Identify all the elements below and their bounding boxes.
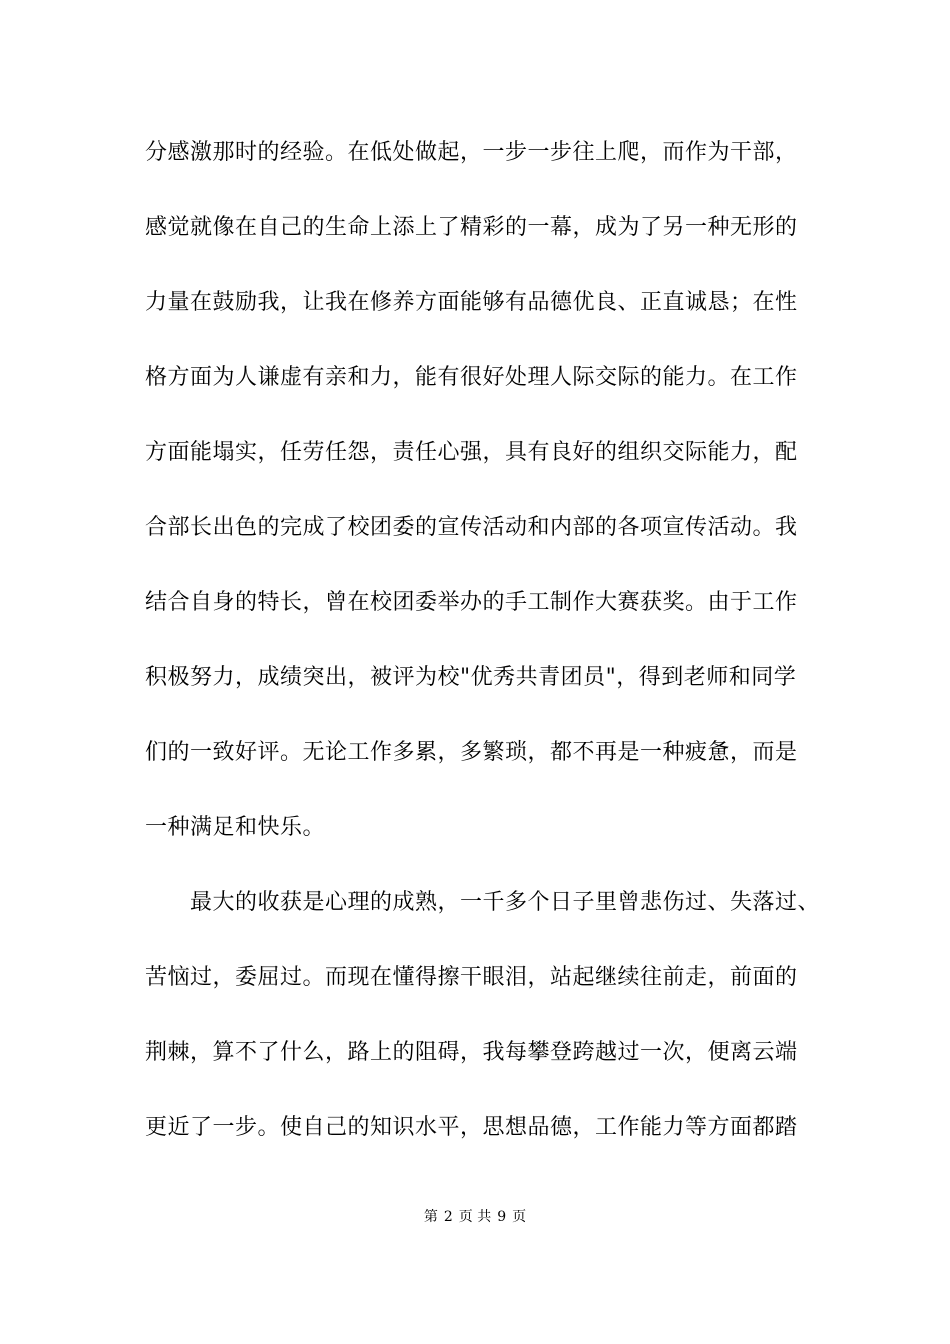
text-line: 苦恼过，委屈过。而现在懂得擦干眼泪，站起继续往前走，前面的: [145, 965, 798, 990]
footer-suffix: 页: [512, 1209, 527, 1225]
page-footer: [0, 1207, 950, 1227]
text-line: 合部长出色的完成了校团委的宣传活动和内部的各项宣传活动。我: [145, 515, 798, 540]
text-line: 分感激那时的经验。在低处做起，一步一步往上爬，而作为干部，: [145, 140, 798, 165]
text-line: 们的一致好评。无论工作多累，多繁琐，都不再是一种疲惫，而是: [145, 740, 798, 765]
page-number: 2: [443, 1209, 453, 1225]
text-line: 积极努力，成绩突出，被评为校"优秀共青团员"，得到老师和同学: [145, 665, 797, 690]
paragraph-start-line: 最大的收获是心理的成熟，一千多个日子里曾悲伤过、失落过、: [145, 890, 821, 915]
text-line: 一种满足和快乐。: [145, 815, 326, 840]
text-line: 荆棘，算不了什么，路上的阻碍，我每攀登跨越过一次，便离云端: [145, 1040, 798, 1065]
text-line: 方面能塌实，任劳任怨，责任心强，具有良好的组织交际能力，配: [145, 440, 798, 465]
text-line: 更近了一步。使自己的知识水平，思想品德，工作能力等方面都踏: [145, 1115, 798, 1140]
text-line: 格方面为人谦虚有亲和力，能有很好处理人际交际的能力。在工作: [145, 365, 798, 390]
total-pages: 9: [497, 1209, 507, 1225]
footer-prefix: 第: [423, 1209, 438, 1225]
text-line: 力量在鼓励我，让我在修养方面能够有品德优良、正直诚恳；在性: [145, 290, 798, 315]
footer-mid: 页 共: [458, 1209, 492, 1225]
text-line: 感觉就像在自己的生命上添上了精彩的一幕，成为了另一种无形的: [145, 215, 798, 240]
text-line: 结合自身的特长，曾在校团委举办的手工制作大赛获奖。由于工作: [145, 590, 798, 615]
